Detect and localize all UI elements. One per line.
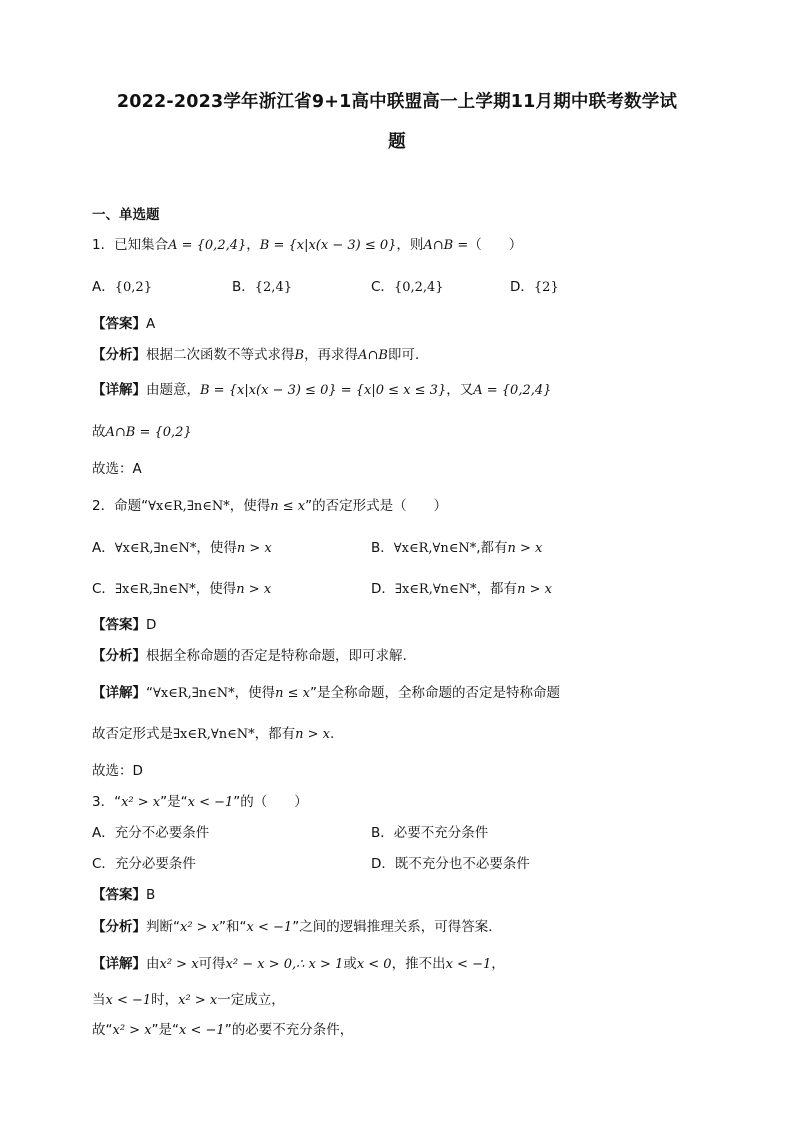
analysis-text: ，再求得: [304, 347, 359, 363]
option-value: {0,2,4}: [393, 280, 444, 295]
q3-detail-line-2: [92, 988, 285, 1008]
analysis-text: 判断“: [146, 919, 180, 935]
option-value: {0,2}: [114, 280, 152, 295]
q2-stem-suffix: ”的否定形式是（ ）: [305, 498, 448, 514]
analysis-tag: 【分析】: [92, 919, 146, 935]
detail-math: ∀x∈R,∃n∈N*: [153, 686, 235, 701]
option-math: n > x: [236, 541, 272, 556]
q1-stem: [92, 233, 522, 253]
option-math: n > x: [517, 582, 552, 597]
analysis-text: 根据全称命题的否定是特称命题，即可求解.: [146, 648, 407, 664]
q1-option-b: [232, 275, 292, 295]
q3-stem-suffix: ”的（ ）: [233, 794, 308, 810]
option-value: {2,4}: [254, 280, 292, 295]
q1-option-c: [371, 275, 444, 295]
option-label: A．: [92, 825, 115, 841]
option-value: 必要不充分条件: [393, 825, 489, 841]
detail-text: 由题意，: [146, 382, 200, 398]
detail-text: ”是“: [151, 1022, 180, 1038]
option-text: ，都有: [476, 581, 518, 597]
q1-analysis: [92, 343, 419, 363]
q3-option-a: [92, 821, 209, 841]
option-label: B．: [232, 279, 255, 295]
q2-option-d: [371, 577, 552, 597]
q2-stem: [92, 494, 447, 514]
q3-stem: [92, 790, 308, 810]
detail-tag: 【详解】: [92, 382, 146, 398]
option-text: ，使得: [196, 540, 237, 556]
q3-detail: [92, 952, 505, 972]
q1-conclusion: [92, 420, 192, 440]
q1-choice: 故选：A: [92, 461, 142, 477]
option-math: ∃x∈R,∃n∈N*: [114, 582, 196, 597]
q1-stem-suffix: （ ）: [468, 237, 523, 253]
q3-stem-prefix: 3．“: [92, 794, 122, 810]
analysis-math: x² > x: [180, 920, 220, 935]
detail-tag: 【详解】: [92, 956, 146, 972]
detail-text: 故“: [92, 1022, 113, 1038]
q1-answer: [92, 312, 155, 332]
option-label: C．: [92, 581, 115, 597]
q3-answer: [92, 883, 155, 903]
analysis-math: A∩B: [358, 348, 388, 363]
detail-math: x² > x: [178, 993, 218, 1008]
section-heading: 一、单选题: [92, 207, 160, 223]
answer-value: A: [146, 316, 156, 332]
q3-analysis: [92, 915, 493, 935]
detail-text: 时，: [151, 992, 179, 1008]
detail-text: 可得: [198, 956, 226, 972]
option-label: C．: [92, 856, 115, 872]
conclusion-math: A∩B = {0,2}: [105, 425, 192, 440]
detail-text: 一定成立，: [217, 992, 285, 1008]
option-text: ，使得: [195, 581, 237, 597]
option-label: B．: [371, 540, 394, 556]
answer-tag: 【答案】: [92, 316, 146, 332]
answer-tag: 【答案】: [92, 617, 146, 633]
q3-stem-math: x² > x: [121, 795, 161, 810]
detail-math: x² > x: [159, 957, 199, 972]
conclusion-math: ∃x∈R,∀n∈N*: [173, 727, 255, 742]
answer-value: B: [146, 887, 156, 903]
analysis-math: x < −1: [246, 920, 293, 935]
conclusion-math: n > x: [295, 727, 331, 742]
option-label: D．: [371, 856, 395, 872]
q3-option-c: [92, 852, 196, 872]
conclusion-text: .: [330, 726, 335, 742]
option-label: D．: [371, 581, 395, 597]
q1-stem-prefix: 1．已知集合: [92, 237, 169, 253]
detail-math: x² > x: [112, 1023, 152, 1038]
option-label: A．: [92, 540, 115, 556]
option-value: 既不充分也不必要条件: [394, 856, 530, 872]
analysis-tag: 【分析】: [92, 648, 146, 664]
detail-text: ”是全称命题，全称命题的否定是特称命题: [310, 685, 561, 701]
option-value: 充分必要条件: [114, 856, 196, 872]
analysis-text: ”和“: [219, 919, 247, 935]
q1-sep2: ，则: [396, 237, 424, 253]
detail-math: x < −1: [105, 993, 152, 1008]
detail-math: A = {0,2,4}: [473, 383, 552, 398]
q2-answer: [92, 613, 156, 633]
document-title-line-2: 题: [388, 132, 406, 152]
q2-detail: [92, 681, 560, 701]
q2-stem-text: ，使得: [229, 498, 271, 514]
q1-set-b: B = {x|x(x − 3) ≤ 0}: [259, 238, 397, 253]
option-math: ∃x∈R,∀n∈N*: [394, 582, 477, 597]
q1-option-d: [510, 275, 559, 295]
detail-text: 由: [146, 956, 160, 972]
q1-set-a: A = {0,2,4}: [168, 238, 247, 253]
q2-analysis: [92, 644, 407, 664]
q2-conclusion: [92, 722, 334, 742]
detail-tag: 【详解】: [92, 685, 146, 701]
q2-stem-math: ∀x∈R,∃n∈N*: [148, 499, 230, 514]
option-text: ,都有: [476, 540, 508, 556]
q3-stem-text: ”是“: [160, 794, 188, 810]
detail-math: n ≤ x: [275, 686, 311, 701]
detail-text: ，推不出: [391, 956, 446, 972]
answer-tag: 【答案】: [92, 887, 146, 903]
q1-detail: [92, 378, 551, 398]
option-value: {2}: [533, 280, 559, 295]
option-label: B．: [371, 825, 394, 841]
q2-stem-math: n ≤ x: [270, 499, 306, 514]
option-math: ∀x∈R,∃n∈N*: [114, 541, 197, 556]
detail-math: x < 0: [356, 957, 392, 972]
detail-text: 或: [343, 956, 357, 972]
q3-detail-line-3: [92, 1018, 353, 1038]
conclusion-text: 故否定形式是: [92, 726, 173, 742]
detail-math: x² − x > 0,∴ x > 1: [225, 957, 344, 972]
option-label: C．: [371, 279, 394, 295]
analysis-text: 即可.: [387, 347, 420, 363]
option-label: D．: [510, 279, 534, 295]
q1-option-a: [92, 275, 152, 295]
detail-text: ，又: [446, 382, 474, 398]
conclusion-text: 故: [92, 424, 106, 440]
conclusion-text: ，都有: [254, 726, 296, 742]
q3-option-b: [371, 821, 488, 841]
option-math: n > x: [507, 541, 543, 556]
detail-math: B = {x|x(x − 3) ≤ 0} = {x|0 ≤ x ≤ 3}: [200, 383, 447, 398]
analysis-math: B: [294, 348, 305, 363]
detail-math: x < −1: [179, 1023, 225, 1038]
q3-stem-math: x < −1: [187, 795, 234, 810]
q1-sep: ，: [246, 237, 260, 253]
q2-option-b: [371, 536, 542, 556]
q1-expr: A∩B =: [423, 238, 469, 253]
q2-option-a: [92, 536, 272, 556]
detail-text: “: [146, 685, 153, 701]
document-title-line-1: 2022-2023学年浙江省9+1高中联盟高一上学期11月期中联考数学试: [116, 92, 678, 112]
analysis-text: ”之间的逻辑推理关系，可得答案.: [292, 919, 493, 935]
option-math: n > x: [236, 582, 272, 597]
detail-text: 当: [92, 992, 106, 1008]
analysis-tag: 【分析】: [92, 347, 146, 363]
detail-text: ，使得: [234, 685, 276, 701]
option-label: A．: [92, 279, 115, 295]
option-math: ∀x∈R,∀n∈N*: [393, 541, 477, 556]
answer-value: D: [146, 617, 157, 633]
q2-stem-prefix: 2．命题“: [92, 498, 149, 514]
analysis-text: 根据二次函数不等式求得: [146, 347, 295, 363]
detail-text: ，: [491, 956, 505, 972]
q2-choice: 故选：D: [92, 763, 143, 779]
detail-text: ”的必要不充分条件，: [224, 1022, 354, 1038]
option-value: 充分不必要条件: [114, 825, 210, 841]
q3-option-d: [371, 852, 530, 872]
q2-option-c: [92, 577, 271, 597]
detail-math: x < −1: [445, 957, 492, 972]
